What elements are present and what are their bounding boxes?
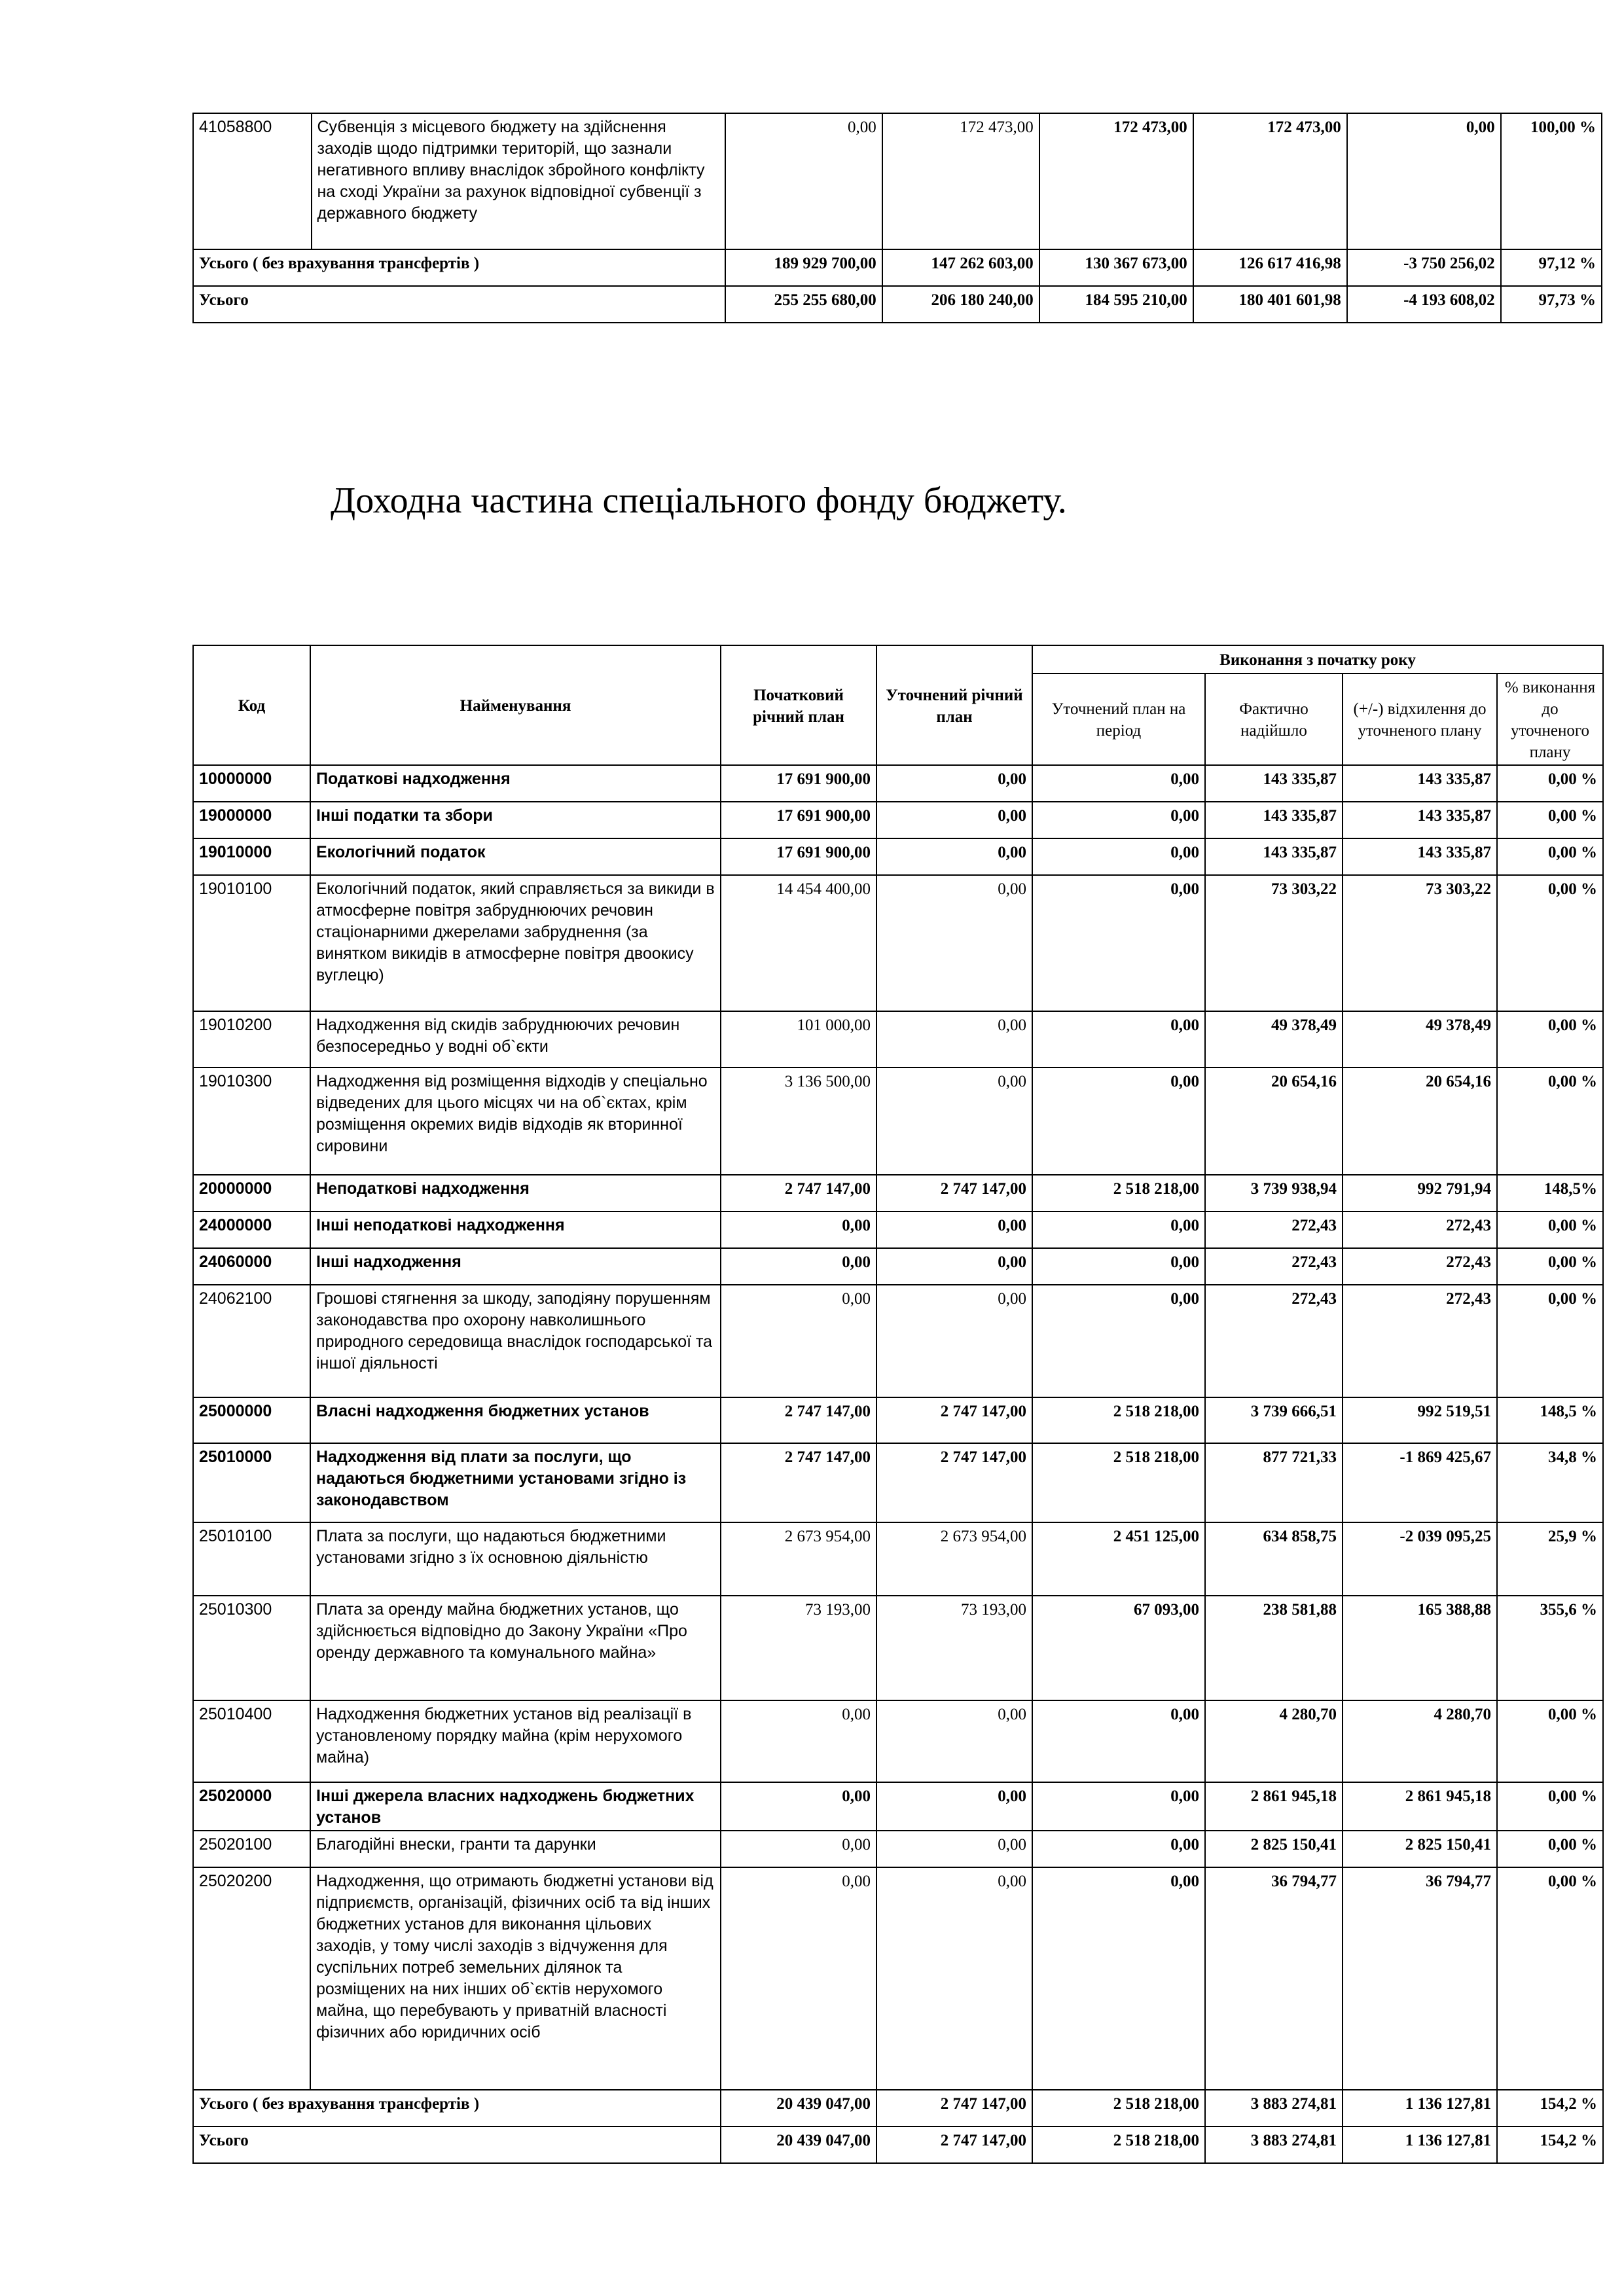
cell-deviation: -4 193 608,02 [1347, 286, 1501, 323]
cell-deviation: 143 335,87 [1343, 802, 1497, 838]
row-code: 25020000 [193, 1782, 310, 1831]
cell-revised-plan: 2 747 147,00 [876, 1443, 1032, 1522]
cell-initial-plan: 17 691 900,00 [721, 802, 876, 838]
header-percent: % виконання до уточненого плану [1497, 673, 1603, 765]
cell-revised-plan: 0,00 [876, 875, 1032, 1011]
table-row [193, 765, 1603, 802]
table-row [193, 1867, 1603, 2090]
cell-revised-plan: 2 747 147,00 [876, 2126, 1032, 2163]
cell-revised-plan: 2 747 147,00 [876, 2090, 1032, 2126]
cell-deviation: 36 794,77 [1343, 1867, 1497, 2090]
cell-deviation: -3 750 256,02 [1347, 249, 1501, 286]
cell-period-plan: 2 518 218,00 [1032, 2090, 1205, 2126]
total-row [193, 249, 1602, 286]
row-code: 41058800 [193, 113, 312, 249]
cell-percent: 0,00 % [1497, 838, 1603, 875]
total-row [193, 2126, 1603, 2163]
row-name: Податкові надходження [310, 765, 721, 802]
table-row [193, 1522, 1603, 1596]
cell-percent: 0,00 % [1497, 1782, 1603, 1831]
table-row [193, 1782, 1603, 1831]
row-name: Надходження від плати за послуги, що надаються бюджетними установами згідно із законодавством [310, 1443, 721, 1522]
cell-deviation: 992 791,94 [1343, 1175, 1497, 1211]
cell-initial-plan: 2 673 954,00 [721, 1522, 876, 1596]
cell-percent: 0,00 % [1497, 1867, 1603, 2090]
cell-actual: 238 581,88 [1205, 1596, 1343, 1700]
row-name: Неподаткові надходження [310, 1175, 721, 1211]
table-row [193, 1067, 1603, 1175]
cell-deviation: 272,43 [1343, 1211, 1497, 1248]
total-row [193, 2090, 1603, 2126]
cell-initial-plan: 17 691 900,00 [721, 765, 876, 802]
cell-revised-plan: 2 747 147,00 [876, 1397, 1032, 1443]
cell-revised-plan: 0,00 [876, 1011, 1032, 1067]
cell-initial-plan: 3 136 500,00 [721, 1067, 876, 1175]
cell-percent: 97,12 % [1501, 249, 1602, 286]
cell-initial-plan: 2 747 147,00 [721, 1443, 876, 1522]
cell-revised-plan: 0,00 [876, 1211, 1032, 1248]
row-name: Екологічний податок [310, 838, 721, 875]
row-code: 19010300 [193, 1067, 310, 1175]
cell-revised-plan: 0,00 [876, 1248, 1032, 1285]
cell-period-plan: 2 518 218,00 [1032, 2126, 1205, 2163]
table-row [193, 1285, 1603, 1397]
cell-percent: 0,00 % [1497, 1211, 1603, 1248]
cell-actual: 49 378,49 [1205, 1011, 1343, 1067]
total-label: Усього [193, 2126, 721, 2163]
cell-deviation: 272,43 [1343, 1285, 1497, 1397]
cell-percent: 148,5% [1497, 1175, 1603, 1211]
cell-deviation: -2 039 095,25 [1343, 1522, 1497, 1596]
table-row [193, 1011, 1603, 1067]
cell-initial-plan: 0,00 [721, 1700, 876, 1782]
header-row [193, 645, 1603, 673]
cell-initial-plan: 0,00 [721, 1211, 876, 1248]
cell-actual: 3 739 666,51 [1205, 1397, 1343, 1443]
cell-actual: 4 280,70 [1205, 1700, 1343, 1782]
row-name: Надходження бюджетних установ від реалізації в установленому порядку майна (крім нерухомого майна) [310, 1700, 721, 1782]
row-code: 25010400 [193, 1700, 310, 1782]
cell-revised-plan: 206 180 240,00 [882, 286, 1039, 323]
cell-actual: 20 654,16 [1205, 1067, 1343, 1175]
cell-period-plan: 0,00 [1032, 1700, 1205, 1782]
row-code: 19010200 [193, 1011, 310, 1067]
cell-initial-plan: 255 255 680,00 [725, 286, 882, 323]
cell-percent: 0,00 % [1497, 875, 1603, 1011]
row-code: 19010000 [193, 838, 310, 875]
cell-percent: 0,00 % [1497, 1011, 1603, 1067]
cell-percent: 0,00 % [1497, 1248, 1603, 1285]
header-deviation: (+/-) відхилення до уточненого плану [1343, 673, 1497, 765]
row-code: 25020200 [193, 1867, 310, 2090]
cell-actual: 180 401 601,98 [1193, 286, 1347, 323]
header-name: Найменування [310, 645, 721, 765]
table-row [193, 1596, 1603, 1700]
cell-deviation: 20 654,16 [1343, 1067, 1497, 1175]
header-initial-plan: Початковий річний план [721, 645, 876, 765]
cell-revised-plan: 0,00 [876, 1867, 1032, 2090]
cell-deviation: 2 861 945,18 [1343, 1782, 1497, 1831]
cell-period-plan: 2 518 218,00 [1032, 1175, 1205, 1211]
row-name: Інші податки та збори [310, 802, 721, 838]
cell-actual: 2 861 945,18 [1205, 1782, 1343, 1831]
row-name: Надходження від скидів забруднюючих речовин безпосередньо у водні об`єкти [310, 1011, 721, 1067]
cell-period-plan: 0,00 [1032, 1867, 1205, 2090]
cell-revised-plan: 2 747 147,00 [876, 1175, 1032, 1211]
row-name: Власні надходження бюджетних установ [310, 1397, 721, 1443]
total-label: Усього ( без врахування трансфертів ) [193, 249, 725, 286]
cell-revised-plan: 0,00 [876, 1285, 1032, 1397]
cell-percent: 34,8 % [1497, 1443, 1603, 1522]
cell-initial-plan: 0,00 [721, 1867, 876, 2090]
cell-initial-plan: 2 747 147,00 [721, 1175, 876, 1211]
cell-initial-plan: 0,00 [725, 113, 882, 249]
cell-percent: 0,00 % [1497, 1067, 1603, 1175]
cell-initial-plan: 20 439 047,00 [721, 2126, 876, 2163]
cell-initial-plan: 73 193,00 [721, 1596, 876, 1700]
cell-percent: 0,00 % [1497, 1700, 1603, 1782]
table-row [193, 875, 1603, 1011]
cell-period-plan: 0,00 [1032, 1067, 1205, 1175]
row-name: Інші неподаткові надходження [310, 1211, 721, 1248]
cell-initial-plan: 0,00 [721, 1831, 876, 1867]
row-code: 10000000 [193, 765, 310, 802]
cell-revised-plan: 0,00 [876, 838, 1032, 875]
top-table [192, 113, 1602, 323]
cell-actual: 2 825 150,41 [1205, 1831, 1343, 1867]
table-row [193, 1397, 1603, 1443]
cell-percent: 97,73 % [1501, 286, 1602, 323]
cell-initial-plan: 189 929 700,00 [725, 249, 882, 286]
cell-actual: 272,43 [1205, 1211, 1343, 1248]
cell-actual: 126 617 416,98 [1193, 249, 1347, 286]
cell-actual: 36 794,77 [1205, 1867, 1343, 2090]
table-row [193, 1443, 1603, 1522]
total-label: Усього [193, 286, 725, 323]
cell-period-plan: 0,00 [1032, 765, 1205, 802]
row-name: Субвенція з місцевого бюджету на здійснення заходів щодо підтримки територій, що зазнали негативного впливу внаслідок збройного конфлікту на сході України за рахунок відповідної субвенції з державного бюджету [312, 113, 725, 249]
cell-percent: 0,00 % [1497, 802, 1603, 838]
row-name: Екологічний податок, який справляється за викиди в атмосферне повітря забруднюючих речовин стаціонарними джерелами забруднення (за винятком викидів в атмосферне повітря двоокису вуглецю) [310, 875, 721, 1011]
cell-actual: 3 739 938,94 [1205, 1175, 1343, 1211]
cell-deviation: 272,43 [1343, 1248, 1497, 1285]
cell-deviation: 73 303,22 [1343, 875, 1497, 1011]
cell-percent: 154,2 % [1497, 2126, 1603, 2163]
cell-period-plan: 0,00 [1032, 1011, 1205, 1067]
cell-deviation: -1 869 425,67 [1343, 1443, 1497, 1522]
cell-actual: 143 335,87 [1205, 838, 1343, 875]
cell-initial-plan: 0,00 [721, 1248, 876, 1285]
cell-revised-plan: 0,00 [876, 1700, 1032, 1782]
total-label: Усього ( без врахування трансфертів ) [193, 2090, 721, 2126]
row-name: Благодійні внески, гранти та дарунки [310, 1831, 721, 1867]
table-row [193, 113, 1602, 249]
cell-actual: 272,43 [1205, 1285, 1343, 1397]
cell-initial-plan: 0,00 [721, 1285, 876, 1397]
special-fund-table [192, 645, 1604, 2164]
row-name: Грошові стягнення за шкоду, заподіяну порушенням законодавства про охорону навколишнього природного середовища внаслідок господарської та іншої діяльності [310, 1285, 721, 1397]
table-row [193, 1248, 1603, 1285]
row-code: 25010300 [193, 1596, 310, 1700]
row-code: 25020100 [193, 1831, 310, 1867]
cell-period-plan: 2 518 218,00 [1032, 1443, 1205, 1522]
cell-period-plan: 0,00 [1032, 1211, 1205, 1248]
cell-deviation: 2 825 150,41 [1343, 1831, 1497, 1867]
cell-period-plan: 67 093,00 [1032, 1596, 1205, 1700]
row-code: 20000000 [193, 1175, 310, 1211]
cell-revised-plan: 172 473,00 [882, 113, 1039, 249]
cell-percent: 355,6 % [1497, 1596, 1603, 1700]
cell-actual: 143 335,87 [1205, 802, 1343, 838]
section-title: Доходна частина спеціального фонду бюджету. [331, 480, 1067, 521]
cell-deviation: 4 280,70 [1343, 1700, 1497, 1782]
cell-actual: 3 883 274,81 [1205, 2126, 1343, 2163]
row-code: 19010100 [193, 875, 310, 1011]
cell-percent: 0,00 % [1497, 765, 1603, 802]
table-row [193, 1211, 1603, 1248]
cell-initial-plan: 101 000,00 [721, 1011, 876, 1067]
row-code: 25010100 [193, 1522, 310, 1596]
cell-actual: 3 883 274,81 [1205, 2090, 1343, 2126]
cell-initial-plan: 2 747 147,00 [721, 1397, 876, 1443]
cell-period-plan: 0,00 [1032, 838, 1205, 875]
cell-percent: 25,9 % [1497, 1522, 1603, 1596]
cell-revised-plan: 0,00 [876, 765, 1032, 802]
cell-initial-plan: 14 454 400,00 [721, 875, 876, 1011]
row-name: Інші надходження [310, 1248, 721, 1285]
cell-deviation: 143 335,87 [1343, 838, 1497, 875]
table-row [193, 1831, 1603, 1867]
row-name: Надходження від розміщення відходів у спеціально відведених для цього місцях чи на об`єктах, крім розміщення окремих видів відходів як вторинної сировини [310, 1067, 721, 1175]
row-name: Надходження, що отримають бюджетні установи від підприємств, організацій, фізичних осіб та від інших бюджетних установ для виконання цільових заходів, у тому числі заходів з відчуження для суспільних потреб земельних ділянок та розміщених на них інших об`єктів нерухомого майна, що перебувають у приватній власності фізичних або юридичних осіб [310, 1867, 721, 2090]
cell-deviation: 1 136 127,81 [1343, 2090, 1497, 2126]
cell-revised-plan: 0,00 [876, 1782, 1032, 1831]
cell-period-plan: 0,00 [1032, 802, 1205, 838]
row-name: Плата за оренду майна бюджетних установ, що здійснюється відповідно до Закону України «Про оренду державного та комунального майна» [310, 1596, 721, 1700]
cell-actual: 877 721,33 [1205, 1443, 1343, 1522]
cell-initial-plan: 20 439 047,00 [721, 2090, 876, 2126]
cell-actual: 272,43 [1205, 1248, 1343, 1285]
cell-percent: 100,00 % [1501, 113, 1602, 249]
cell-revised-plan: 73 193,00 [876, 1596, 1032, 1700]
table-row [193, 802, 1603, 838]
cell-deviation: 165 388,88 [1343, 1596, 1497, 1700]
cell-actual: 73 303,22 [1205, 875, 1343, 1011]
table-row [193, 1175, 1603, 1211]
cell-period-plan: 0,00 [1032, 1831, 1205, 1867]
cell-actual: 634 858,75 [1205, 1522, 1343, 1596]
cell-percent: 0,00 % [1497, 1831, 1603, 1867]
cell-revised-plan: 2 673 954,00 [876, 1522, 1032, 1596]
row-code: 24062100 [193, 1285, 310, 1397]
cell-revised-plan: 147 262 603,00 [882, 249, 1039, 286]
cell-deviation: 49 378,49 [1343, 1011, 1497, 1067]
cell-actual: 143 335,87 [1205, 765, 1343, 802]
cell-period-plan: 0,00 [1032, 1248, 1205, 1285]
cell-percent: 154,2 % [1497, 2090, 1603, 2126]
cell-period-plan: 184 595 210,00 [1039, 286, 1193, 323]
cell-period-plan: 0,00 [1032, 875, 1205, 1011]
header-execution-group: Виконання з початку року [1032, 645, 1603, 673]
row-code: 24000000 [193, 1211, 310, 1248]
cell-initial-plan: 0,00 [721, 1782, 876, 1831]
cell-deviation: 992 519,51 [1343, 1397, 1497, 1443]
cell-actual: 172 473,00 [1193, 113, 1347, 249]
header-code: Код [193, 645, 310, 765]
cell-percent: 0,00 % [1497, 1285, 1603, 1397]
table-row [193, 1700, 1603, 1782]
row-code: 25010000 [193, 1443, 310, 1522]
header-period-plan: Уточнений план на період [1032, 673, 1205, 765]
cell-deviation: 143 335,87 [1343, 765, 1497, 802]
cell-period-plan: 172 473,00 [1039, 113, 1193, 249]
cell-revised-plan: 0,00 [876, 1067, 1032, 1175]
cell-deviation: 0,00 [1347, 113, 1501, 249]
header-revised-plan: Уточнений річний план [876, 645, 1032, 765]
cell-deviation: 1 136 127,81 [1343, 2126, 1497, 2163]
cell-revised-plan: 0,00 [876, 802, 1032, 838]
cell-period-plan: 130 367 673,00 [1039, 249, 1193, 286]
cell-revised-plan: 0,00 [876, 1831, 1032, 1867]
header-actual: Фактично надійшло [1205, 673, 1343, 765]
row-code: 19000000 [193, 802, 310, 838]
row-name: Плата за послуги, що надаються бюджетними установами згідно з їх основною діяльністю [310, 1522, 721, 1596]
cell-period-plan: 2 518 218,00 [1032, 1397, 1205, 1443]
cell-period-plan: 2 451 125,00 [1032, 1522, 1205, 1596]
row-code: 25000000 [193, 1397, 310, 1443]
cell-period-plan: 0,00 [1032, 1285, 1205, 1397]
row-name: Інші джерела власних надходжень бюджетних установ [310, 1782, 721, 1831]
table-row [193, 838, 1603, 875]
cell-initial-plan: 17 691 900,00 [721, 838, 876, 875]
cell-percent: 148,5 % [1497, 1397, 1603, 1443]
total-row [193, 286, 1602, 323]
row-code: 24060000 [193, 1248, 310, 1285]
cell-period-plan: 0,00 [1032, 1782, 1205, 1831]
